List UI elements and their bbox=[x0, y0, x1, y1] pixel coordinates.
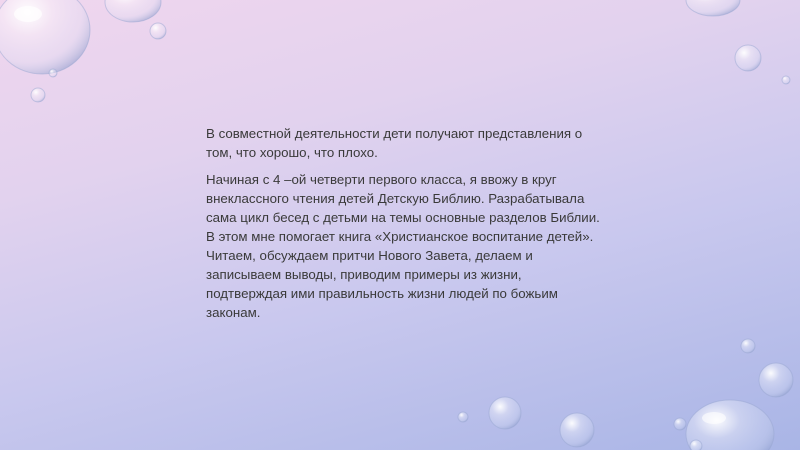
bubble-top-left-large bbox=[0, 0, 90, 74]
bubble-bottom-edge bbox=[690, 440, 702, 450]
bubble-bottom-right-tiny-2 bbox=[674, 418, 686, 430]
bubble-top-right bbox=[686, 0, 740, 16]
bubble-left-tiny-1 bbox=[49, 69, 57, 77]
bubble-right-medium bbox=[735, 45, 761, 71]
bubble-bottom-right-medium bbox=[759, 363, 793, 397]
bubble-left-tiny-2 bbox=[31, 88, 45, 102]
paragraph-1: В совместной деятельности дети получают представления о том, что хорошо, что плохо. bbox=[206, 126, 583, 160]
paragraph-2: Начиная с 4 –ой четверти первого класса, я ввожу в круг внеклассного чтения детей Детскую Библию. Разрабатывала сама цикл бесед с детьми на темы основные разделов Библии. В этом мне помогает книга «Христианское воспитание детей». Читаем, обсуждаем притчи Нового Завета, делаем и записываем выводы, приводим примеры из жизни, подтверждая ими правильность жизни людей по божьим законам. bbox=[206, 172, 600, 320]
bubble-bottom-mid-large bbox=[560, 413, 594, 447]
bubble-top-small bbox=[105, 0, 161, 22]
bubble-bottom-right-tiny-1 bbox=[741, 339, 755, 353]
bubble-bottom-mid-tiny bbox=[458, 412, 468, 422]
slide-text-body bbox=[206, 124, 606, 330]
bubble-top-tiny bbox=[150, 23, 166, 39]
bubble-bottom-mid-medium bbox=[489, 397, 521, 429]
bubble-right-tiny bbox=[782, 76, 790, 84]
